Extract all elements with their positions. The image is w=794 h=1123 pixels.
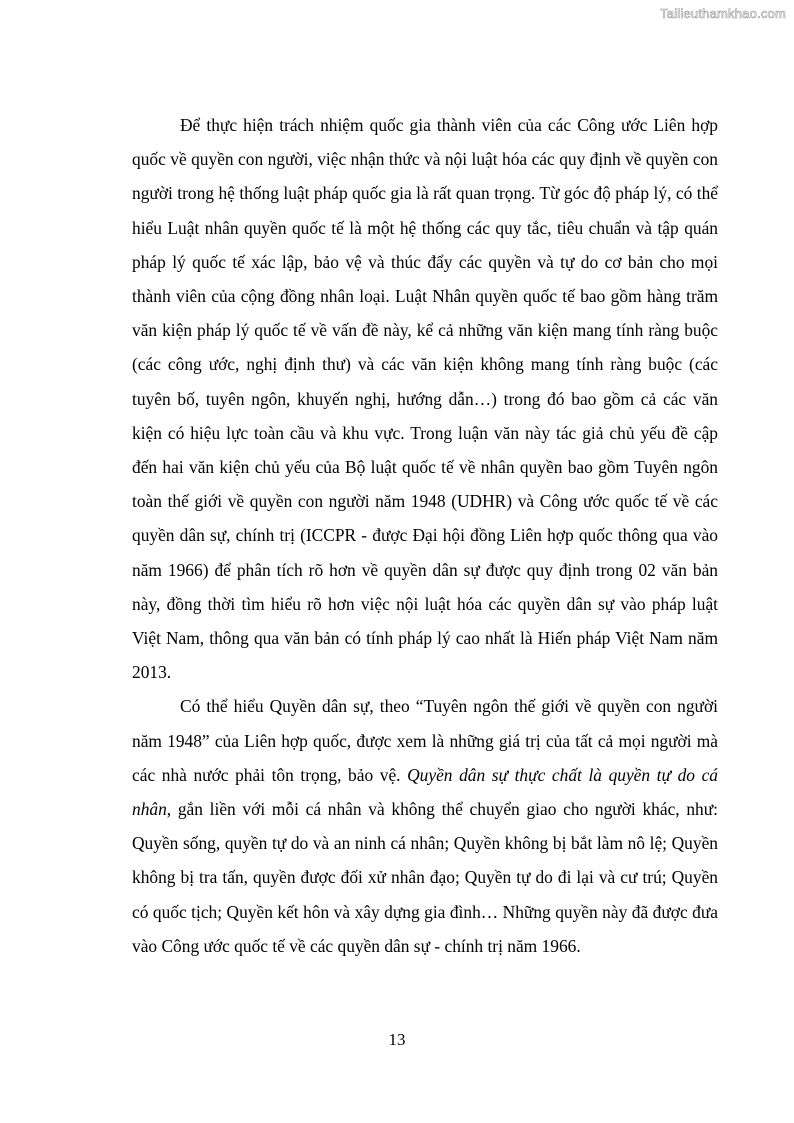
watermark: Tailieuthamkhao.com [660, 6, 786, 21]
paragraph-2 [132, 689, 718, 963]
paragraph-1: Để thực hiện trách nhiệm quốc gia thành viên của các Công ước Liên hợp quốc về quyền con người, việc nhận thức và nội luật hóa các quy định về quyền con người trong hệ thống luật pháp quốc gia là rất quan trọng. Từ góc độ pháp lý, có thể hiểu Luật nhân quyền quốc tế là một hệ thống các quy tắc, tiêu chuẩn và tập quán pháp lý quốc tế xác lập, bảo vệ và thúc đẩy các quyền và tự do cơ bản cho mọi thành viên của cộng đồng nhân loại. Luật Nhân quyền quốc tế bao gồm hàng trăm văn kiện pháp lý quốc tế về vấn đề này, kể cả những văn kiện mang tính ràng buộc (các công ước, nghị định thư) và các văn kiện không mang tính ràng buộc (các tuyên bố, tuyên ngôn, khuyến nghị, hướng dẫn…) trong đó bao gồm cả các văn kiện có hiệu lực toàn cầu và khu vực. Trong luận văn này tác giả chủ yếu đề cập đến hai văn kiện chủ yếu của Bộ luật quốc tế về nhân quyền bao gồm Tuyên ngôn toàn thế giới về quyền con người năm 1948 (UDHR) và Công ước quốc tế về các quyền dân sự, chính trị (ICCPR - được Đại hội đồng Liên hợp quốc thông qua vào năm 1966) để phân tích rõ hơn về quyền dân sự được quy định trong 02 văn bản này, đồng thời tìm hiểu rõ hơn việc nội luật hóa các quyền dân sự vào pháp luật Việt Nam, thông qua văn bản có tính pháp lý cao nhất là Hiến pháp Việt Nam năm 2013. [132, 115, 718, 683]
document-body [132, 108, 718, 963]
page-number: 13 [388, 1030, 406, 1049]
paragraph-2-text-start: Có thể hiểu Quyền dân sự, theo “Tuyên ngôn thế giới về quyền con người năm 1948” của Liên hợp quốc, được xem là những giá trị của tất cả mọi người mà các nhà nước phải tôn trọng, bảo vệ. [132, 696, 718, 785]
paragraph-2-text-end: , gắn liền với mỗi cá nhân và không thể chuyển giao cho người khác, như: Quyền sống, quyền tự do và an ninh cá nhân; Quyền không bị bắt làm nô lệ; Quyền không bị tra tấn, quyền được đối xử nhân đạo; Quyền tự do đi lại và cư trú; Quyền có quốc tịch; Quyền kết hôn và xây dựng gia đình… Những quyền này đã được đưa vào Công ước quốc tế về các quyền dân sự - chính trị năm 1966. [132, 799, 718, 956]
paragraph-2-italic-phrase: Quyền dân sự thực chất là quyền tự do cá nhân [132, 764, 718, 820]
